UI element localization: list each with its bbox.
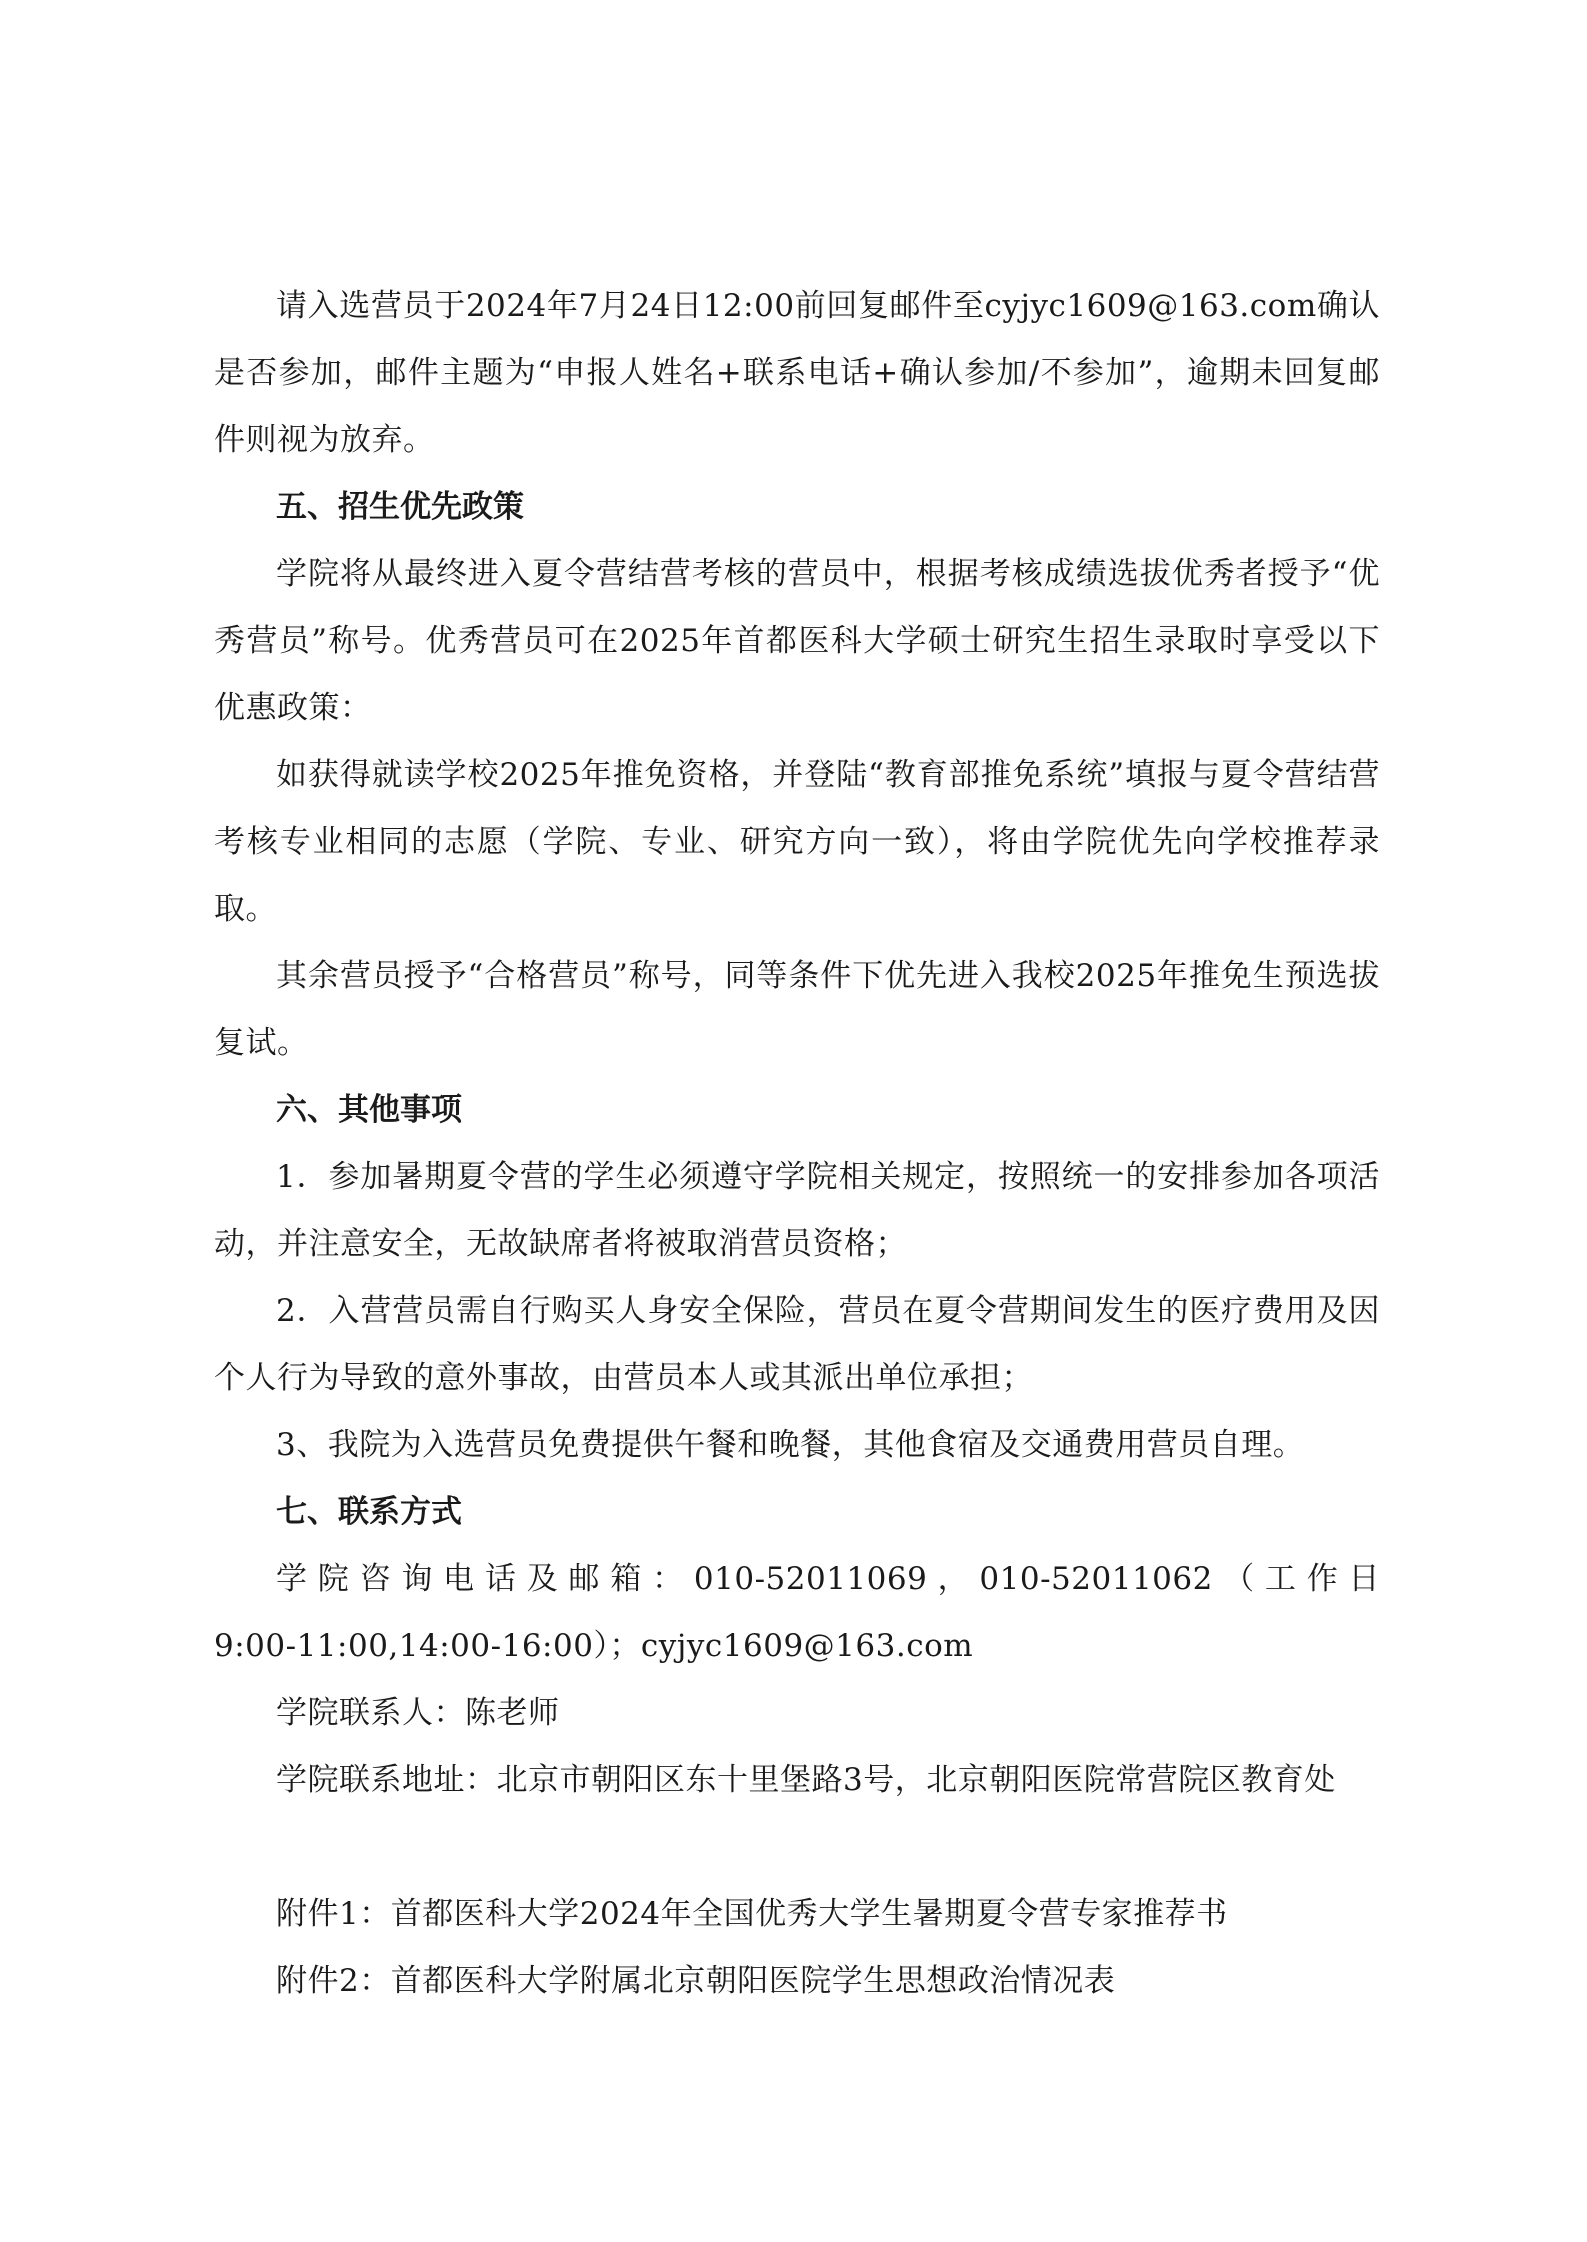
other-matters-item-1: 1．参加暑期夏令营的学生必须遵守学院相关规定，按照统一的安排参加各项活动，并注意安全，无故缺席者将被取消营员资格； xyxy=(214,1159,1380,1262)
spacer xyxy=(214,1814,1380,1881)
other-matters-item-2: 2．入营营员需自行购买人身安全保险，营员在夏令营期间发生的医疗费用及因个人行为导致的意外事故，由营员本人或其派出单位承担； xyxy=(214,1293,1380,1396)
document-body xyxy=(214,273,1380,2015)
attachment-2: 附件2：首都医科大学附属北京朝阳医院学生思想政治情况表 xyxy=(276,1963,1116,1999)
contact-phone-line-2: 9:00-11:00,14:00-16:00）；cyjyc1609@163.com xyxy=(214,1628,974,1664)
policy-paragraph-outstanding: 学院将从最终进入夏令营结营考核的营员中，根据考核成绩选拔优秀者授予“优秀营员”称号。优秀营员可在2025年首都医科大学硕士研究生招生录取时享受以下优惠政策： xyxy=(214,556,1380,726)
policy-paragraph-recommendation: 如获得就读学校2025年推免资格，并登陆“教育部推免系统”填报与夏令营结营考核专业相同的志愿（学院、专业、研究方向一致），将由学院优先向学校推荐录取。 xyxy=(214,757,1380,927)
contact-phone-line-1: 学院咨询电话及邮箱：010-52011069，010-52011062（工作日 xyxy=(276,1561,1380,1597)
section-heading-contact: 七、联系方式 xyxy=(276,1494,462,1530)
section-heading-admission-policy: 五、招生优先政策 xyxy=(276,489,524,525)
policy-paragraph-qualified: 其余营员授予“合格营员”称号，同等条件下优先进入我校2025年推免生预选拔复试。 xyxy=(214,958,1380,1061)
other-matters-item-3: 3、我院为入选营员免费提供午餐和晚餐，其他食宿及交通费用营员自理。 xyxy=(276,1427,1305,1463)
attachment-1: 附件1：首都医科大学2024年全国优秀大学生暑期夏令营专家推荐书 xyxy=(276,1896,1228,1932)
section-heading-other-matters: 六、其他事项 xyxy=(276,1092,462,1128)
contact-person: 学院联系人：陈老师 xyxy=(276,1695,560,1731)
contact-address: 学院联系地址：北京市朝阳区东十里堡路3号，北京朝阳医院常营院区教育处 xyxy=(276,1762,1336,1798)
reply-instructions-paragraph: 请入选营员于2024年7月24日12:00前回复邮件至cyjyc1609@163.com确认是否参加，邮件主题为“申报人姓名+联系电话+确认参加/不参加”，逾期未回复邮件则视为放弃。 xyxy=(214,288,1380,458)
